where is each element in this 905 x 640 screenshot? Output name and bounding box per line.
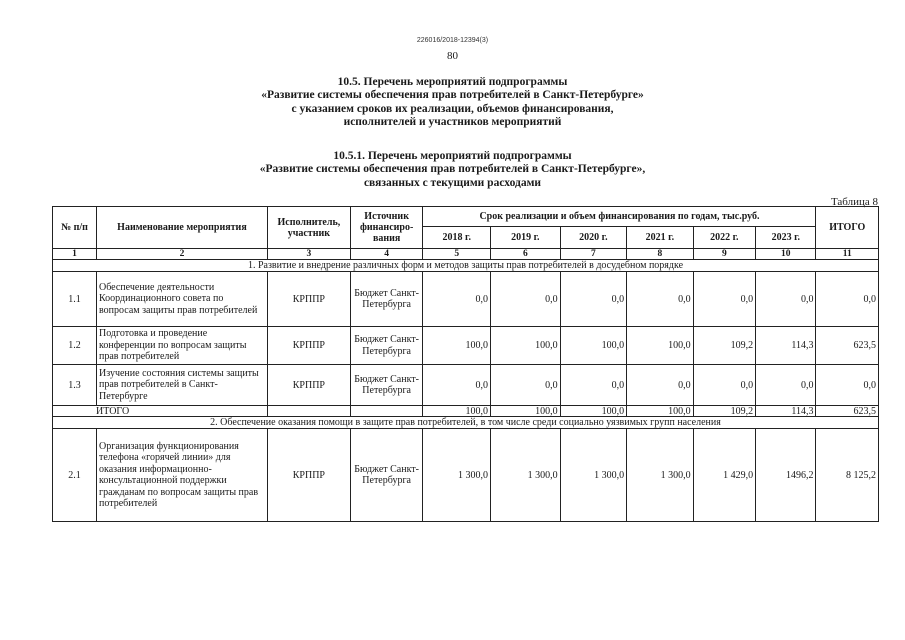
total-empty-cell [267, 406, 350, 417]
year-value: 114,3 [756, 327, 816, 365]
measure-name: Обеспечение деятельности Координационного совета по вопросам защиты прав потребителей [97, 272, 268, 327]
section-heading: 2. Обеспечение оказания помощи в защите прав потребителей, в том числе среди социально уязвимых групп населения [53, 417, 879, 429]
table-label: Таблица 8 [830, 196, 878, 208]
measure-name: Изучение состояния системы защиты прав потребителей в Санкт-Петербурге [97, 365, 268, 406]
section-title-line: 10.5. Перечень мероприятий подпрограммы [337, 76, 568, 88]
header-year: 2019 г. [491, 227, 561, 249]
year-value: 100,0 [423, 327, 491, 365]
column-number: 2 [97, 249, 268, 260]
year-value: 109,2 [693, 327, 755, 365]
year-value: 0,0 [627, 365, 694, 406]
year-value: 1 300,0 [423, 429, 491, 522]
header-year: 2022 г. [693, 227, 755, 249]
measures-table [52, 206, 879, 522]
header-period: Срок реализации и объем финансирования по годам, тыс.руб. [423, 207, 816, 227]
year-value: 100,0 [627, 327, 694, 365]
year-value: 0,0 [693, 272, 755, 327]
year-value: 100,0 [560, 327, 627, 365]
section-title-line: с указанием сроков их реализации, объемов финансирования, [291, 102, 614, 115]
header-year: 2023 г. [756, 227, 816, 249]
header-num: № п/п [53, 207, 97, 249]
funding-source: Бюджет Санкт-Петербурга [350, 272, 423, 327]
column-number: 4 [350, 249, 423, 260]
year-value: 0,0 [627, 272, 694, 327]
executor: КРППР [267, 327, 350, 365]
total-label: ИТОГО [53, 406, 268, 417]
column-number: 10 [756, 249, 816, 260]
page-number: 80 [447, 50, 458, 62]
year-value: 0,0 [491, 272, 561, 327]
year-value: 1 300,0 [627, 429, 694, 522]
year-value: 0,0 [693, 365, 755, 406]
total-empty-cell [350, 406, 423, 417]
row-number: 1.2 [53, 327, 97, 365]
header-name: Наименование мероприятия [97, 207, 268, 249]
column-number: 8 [627, 249, 694, 260]
year-value: 1496,2 [756, 429, 816, 522]
section-total-row [53, 406, 879, 417]
header-year: 2018 г. [423, 227, 491, 249]
column-number: 1 [53, 249, 97, 260]
section-row [53, 417, 879, 429]
measure-name: Подготовка и проведение конференции по вопросам защиты прав потребителей [97, 327, 268, 365]
executor: КРППР [267, 365, 350, 406]
header-source: Источник финансиро-вания [350, 207, 423, 249]
year-value: 0,0 [560, 272, 627, 327]
column-number: 6 [491, 249, 561, 260]
row-total: 0,0 [816, 272, 879, 327]
year-value: 0,0 [560, 365, 627, 406]
header-year: 2021 г. [627, 227, 694, 249]
funding-source: Бюджет Санкт-Петербурга [350, 327, 423, 365]
row-total: 8 125,2 [816, 429, 879, 522]
funding-source: Бюджет Санкт-Петербурга [350, 429, 423, 522]
table-row [53, 327, 879, 365]
year-value: 1 429,0 [693, 429, 755, 522]
row-number: 2.1 [53, 429, 97, 522]
year-value: 0,0 [756, 272, 816, 327]
table-row [53, 365, 879, 406]
subsection-title [0, 150, 905, 190]
year-value: 0,0 [756, 365, 816, 406]
table-header-row [53, 207, 879, 227]
total-year-value: 100,0 [627, 406, 694, 417]
row-total: 623,5 [816, 327, 879, 365]
total-year-value: 100,0 [560, 406, 627, 417]
executor: КРППР [267, 429, 350, 522]
section-title-line: «Развитие системы обеспечения прав потребителей в Санкт-Петербурге» [261, 89, 644, 102]
subsection-title-line: «Развитие системы обеспечения прав потребителей в Санкт-Петербурге», [259, 163, 646, 176]
column-number-row [53, 249, 879, 260]
column-number: 5 [423, 249, 491, 260]
document-registration-number: 226016/2018-12394(3) [416, 37, 489, 44]
funding-source: Бюджет Санкт-Петербурга [350, 365, 423, 406]
header-executor: Исполнитель, участник [267, 207, 350, 249]
table-row [53, 429, 879, 522]
row-number: 1.1 [53, 272, 97, 327]
row-total: 0,0 [816, 365, 879, 406]
row-number: 1.3 [53, 365, 97, 406]
section-title-line: исполнителей и участников мероприятий [343, 116, 562, 129]
year-value: 1 300,0 [560, 429, 627, 522]
subsection-title-line: связанных с текущими расходами [363, 176, 542, 189]
header-total: ИТОГО [816, 207, 879, 249]
total-sum: 623,5 [816, 406, 879, 417]
year-value: 0,0 [423, 365, 491, 406]
executor: КРППР [267, 272, 350, 327]
column-number: 7 [560, 249, 627, 260]
total-year-value: 100,0 [491, 406, 561, 417]
total-year-value: 100,0 [423, 406, 491, 417]
year-value: 100,0 [491, 327, 561, 365]
total-year-value: 109,2 [693, 406, 755, 417]
year-value: 1 300,0 [491, 429, 561, 522]
subsection-title-line: 10.5.1. Перечень мероприятий подпрограммы [333, 150, 572, 162]
measure-name: Организация функционирования телефона «горячей линии» для оказания информационно-консультационной поддержки гражданам по вопросам защиты прав потребителей [97, 429, 268, 522]
table-row [53, 272, 879, 327]
column-number: 9 [693, 249, 755, 260]
section-title [0, 76, 905, 130]
year-value: 0,0 [423, 272, 491, 327]
header-year: 2020 г. [560, 227, 627, 249]
year-value: 0,0 [491, 365, 561, 406]
column-number: 11 [816, 249, 879, 260]
section-heading: 1. Развитие и внедрение различных форм и методов защиты прав потребителей в досудебном порядке [53, 260, 879, 272]
section-row [53, 260, 879, 272]
total-year-value: 114,3 [756, 406, 816, 417]
column-number: 3 [267, 249, 350, 260]
